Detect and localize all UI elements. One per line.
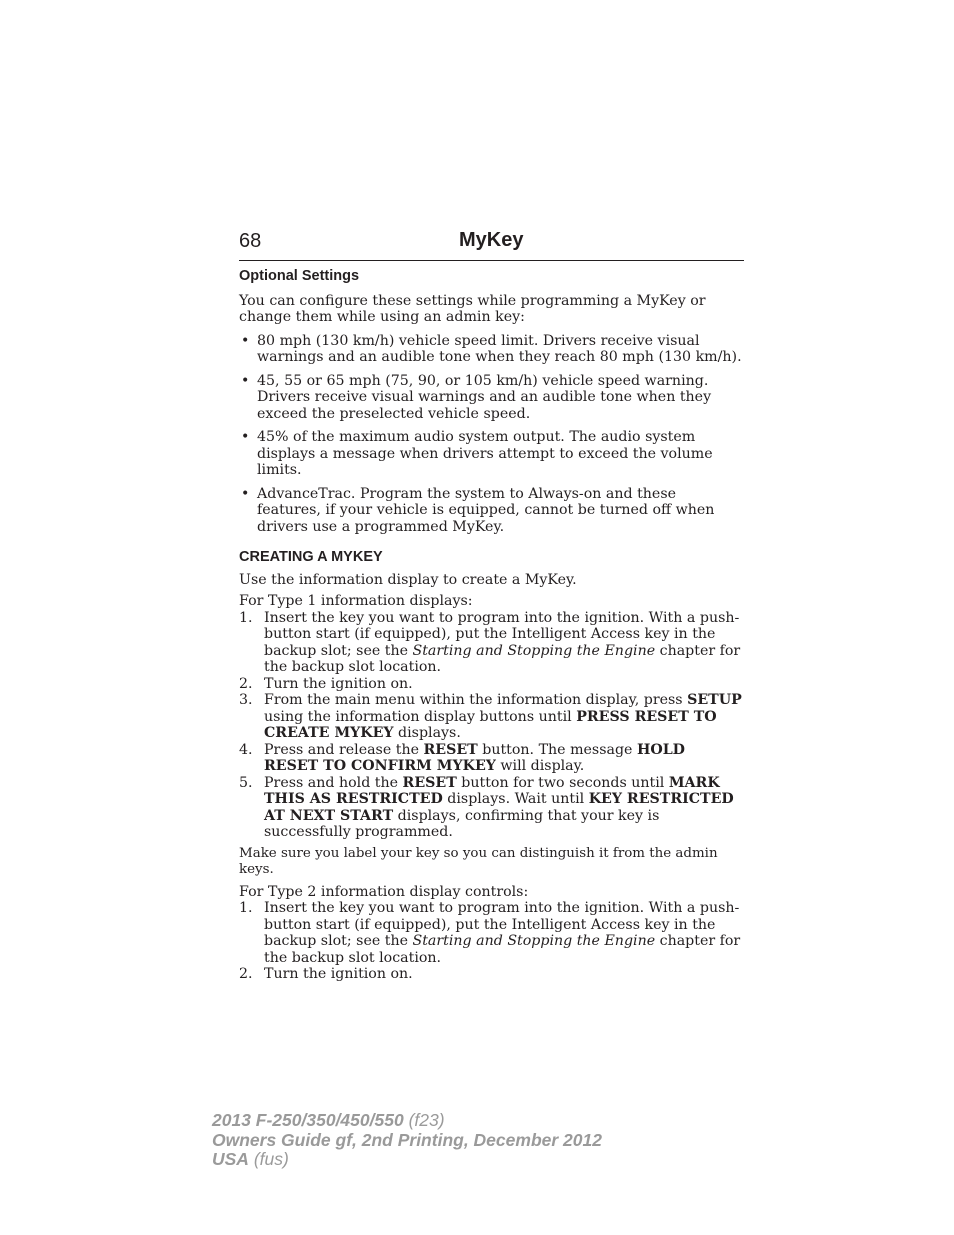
bullet-icon: •: [241, 372, 250, 389]
list-item: 1. Insert the key you want to program into the ignition. With a push-button start (if equipped), put the Intelligent Access key in the backup slot; see the Starting and Stopping the Engine chapter for the backup slot location.: [239, 900, 741, 966]
optional-settings-list: [239, 333, 744, 536]
page-number: 68: [239, 230, 262, 252]
bullet-icon: •: [241, 429, 250, 445]
list-item: • 45, 55 or 65 mph (75, 90, or 105 km/h) vehicle speed warning. Drivers receive visual warnings and an audible tone when they exceed the preselected vehicle speed.: [241, 372, 712, 422]
list-item: • AdvanceTrac. Program the system to Always-on and these features, if your vehicle is equipped, cannot be turned off when drivers use a programmed MyKey.: [241, 485, 715, 535]
chapter-title: MyKey: [459, 229, 524, 251]
list-item: 3. From the main menu within the information display, press SETUP using the information display buttons until PRESS RESET TO CREATE MYKEY displays.: [239, 692, 742, 741]
list-item: 4. Press and release the RESET button. The message HOLD RESET TO CONFIRM MYKEY will display.: [239, 741, 685, 774]
bullet-icon: •: [241, 332, 250, 349]
list-item: 1. Insert the key you want to program into the ignition. With a push-button start (if equipped), put the Intelligent Access key in the backup slot; see the Starting and Stopping the Engine chapter for the backup slot location.: [239, 609, 741, 675]
creating-mykey-heading: CREATING A MYKEY: [239, 549, 383, 565]
footer-line-printing: Owners Guide gf, 2nd Printing, December 2012: [212, 1129, 602, 1150]
footer-line-model: 2013 F-250/350/450/550 (f23): [212, 1110, 445, 1130]
type1-label: For Type 1 information displays:: [239, 593, 473, 609]
type2-label: For Type 2 information display controls:: [239, 883, 529, 900]
type2-steps: [239, 900, 744, 983]
optional-settings-heading: Optional Settings: [239, 268, 360, 284]
bullet-icon: •: [241, 485, 250, 502]
page-header: [239, 228, 744, 261]
page-footer: [212, 1111, 602, 1170]
list-item: 2. Turn the ignition on.: [239, 675, 413, 692]
page-content: [239, 266, 744, 983]
type1-steps: [239, 610, 744, 841]
creating-intro: Use the information display to create a MyKey.: [239, 571, 577, 588]
list-item: • 45% of the maximum audio system output. The audio system displays a message when drivers attempt to exceed the volume limits.: [241, 429, 713, 478]
label-key-note: Make sure you label your key so you can distinguish it from the admin keys.: [239, 845, 718, 877]
list-item: 2. Turn the ignition on.: [239, 966, 413, 982]
list-item: 5. Press and hold the RESET button for two seconds until MARK THIS AS RESTRICTED displays. Wait until KEY RESTRICTED AT NEXT START displays, confirming that your key is successfully programmed.: [239, 774, 734, 840]
list-item: • 80 mph (130 km/h) vehicle speed limit. Drivers receive visual warnings and an audible tone when they reach 80 mph (130 km/h).: [241, 332, 742, 365]
footer-line-market: USA (fus): [212, 1149, 289, 1169]
optional-settings-intro: You can configure these settings while programming a MyKey or change them while using an admin key:: [239, 292, 706, 325]
